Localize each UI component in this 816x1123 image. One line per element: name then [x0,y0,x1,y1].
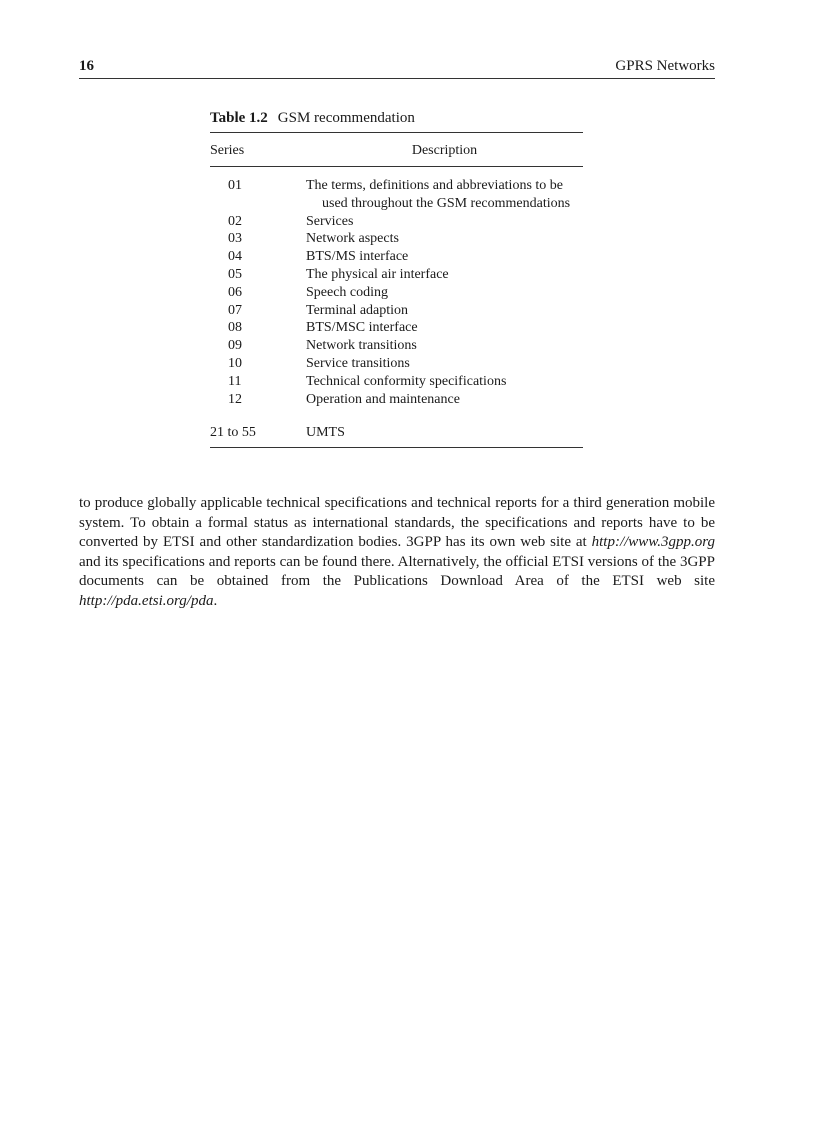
description-cell: Terminal adaption [306,302,409,318]
series-cell: 08 [228,320,242,336]
description-cell: UMTS [306,425,345,441]
running-header [79,58,715,79]
table-body [210,167,583,408]
series-cell: 02 [228,213,242,229]
table-row [210,373,583,391]
description-cell: Network aspects [306,231,399,247]
table-caption-label: Table 1.2 [210,110,268,126]
series-cell: 03 [228,231,242,247]
body-paragraph [79,494,715,611]
table-row [210,248,583,266]
description-cell: Technical conformity specifications [306,373,507,389]
series-cell: 11 [228,373,242,389]
series-cell: 05 [228,266,242,282]
series-cell: 06 [228,284,242,300]
gsm-recommendation-table [210,108,583,448]
description-cell: Services [306,213,354,229]
table-caption-title: GSM recommendation [277,110,415,126]
description-cell: The physical air interface [306,266,449,282]
3gpp-url-link[interactable]: http://www.3gpp.org [591,534,715,550]
description-cell: Network transitions [306,338,417,354]
description-cell: BTS/MSC interface [306,320,418,336]
body-text-part: to produce globally applicable technical specifications and technical reports for a third generation mobile system. To obtain a formal status as international standards, the specifications and reports have to be converted by ETSI and other standardization bodies. 3GPP has its own web site at [79,495,715,550]
body-text-part: . [213,592,218,609]
series-cell: 01 [228,178,242,193]
description-cell: BTS/MS interface [306,249,409,265]
table-row [210,266,583,284]
running-title: GPRS Networks [615,58,715,74]
description-cell: Operation and maintenance [306,391,460,407]
series-cell: 10 [228,355,242,371]
table-row [210,230,583,248]
description-cell: Speech coding [306,284,389,300]
table-header-row [210,133,583,167]
table-row [210,355,583,373]
column-header-series: Series [210,143,245,158]
table-row-umts [210,424,583,448]
table-row [210,177,583,213]
series-cell: 07 [228,302,242,318]
series-cell: 09 [228,338,242,354]
page-number: 16 [79,58,94,74]
description-cell: Service transitions [306,355,410,371]
table-row [210,213,583,231]
description-cell: The terms, definitions and abbreviations to be used throughout the GSM recommendations [306,178,571,211]
table-row [210,337,583,355]
series-cell: 21 to 55 [210,425,256,441]
column-header-description: Description [411,143,478,158]
table-row [210,302,583,320]
series-cell: 12 [228,391,242,407]
series-cell: 04 [228,249,242,265]
etsi-pda-url-link[interactable]: http://pda.etsi.org/pda [79,592,214,609]
table-row [210,319,583,337]
table-row [210,284,583,302]
table-caption [210,108,583,133]
table-row [210,391,583,409]
body-text-part: and its specifications and reports can be found there. Alternatively, the official ETSI versions of the 3GPP documents can be obtained from the Publications Download Area of the ETSI web site [79,553,715,589]
